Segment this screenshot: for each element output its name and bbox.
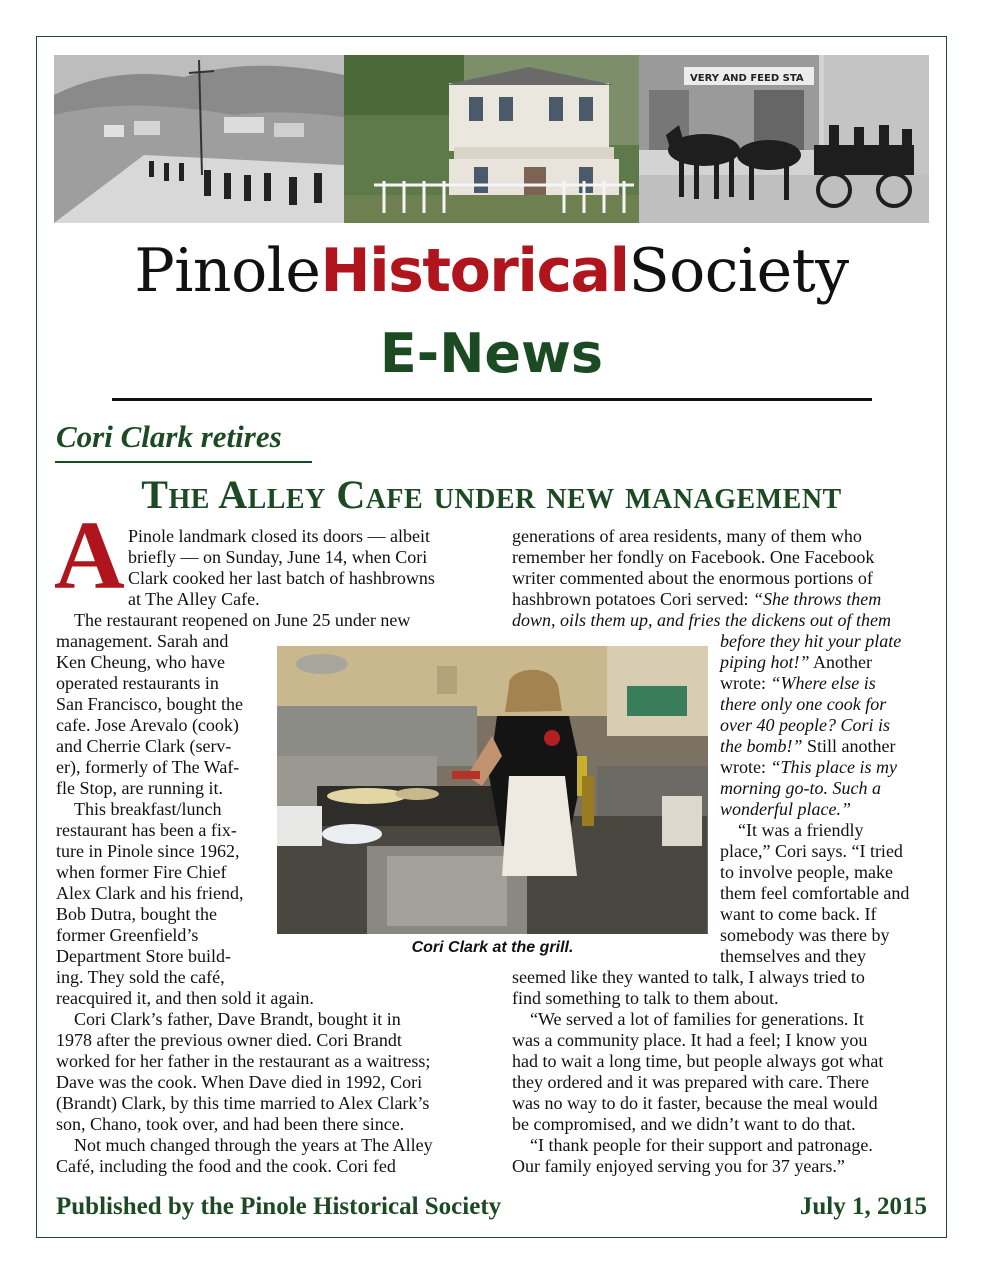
text-line: Ken Cheung, who have — [56, 652, 225, 672]
text-line — [512, 589, 891, 610]
text-line: Not much changed through the years at The Alley — [74, 1135, 433, 1155]
text-line: worked for her father in the restaurant as a waitress; — [56, 1051, 431, 1071]
text-line: This breakfast/lunch — [74, 799, 222, 819]
text-line: reacquired it, and then sold it again. — [56, 988, 314, 1008]
text-line: remember her fondly on Facebook. One Facebook — [512, 547, 875, 567]
banner-photo-strip — [54, 55, 929, 223]
banner-livery-sign: VERY AND FEED STA — [690, 73, 804, 84]
text-span: wrote: — [720, 757, 771, 777]
col2-narrow — [720, 631, 909, 967]
quote-span: piping hot!” — [720, 652, 810, 672]
text-line: son, Chano, took over, and had been there since. — [56, 1114, 405, 1134]
kicker-underline — [55, 461, 312, 463]
text-line: writer commented about the enormous portions of — [512, 568, 873, 588]
text-line — [720, 673, 909, 694]
masthead-historical: Historical — [320, 236, 629, 306]
text-line: Alex Clark and his friend, — [56, 883, 244, 903]
text-line: (Brandt) Clark, by this time married to Alex Clark’s — [56, 1093, 430, 1113]
text-line — [720, 736, 909, 757]
text-span: Another — [809, 652, 873, 672]
text-line: former Greenfield’s — [56, 925, 199, 945]
quote-span: “Where else is — [770, 673, 876, 693]
photo-caption: Cori Clark at the grill. — [411, 939, 574, 956]
text-span: Still another — [802, 736, 896, 756]
masthead-pinole: Pinole — [134, 236, 321, 306]
text-line: over 40 people? Cori is — [720, 715, 890, 735]
text-line: cafe. Jose Arevalo (cook) — [56, 715, 239, 735]
text-line: The restaurant reopened on June 25 under new — [74, 610, 411, 630]
text-line: restaurant has been a fix- — [56, 820, 237, 840]
banner-photo-town-parade — [54, 55, 344, 223]
text-line: them feel comfortable and — [720, 883, 910, 903]
text-line: there only one cook for — [720, 694, 887, 714]
text-line: had to wait a long time, but people always got what — [512, 1051, 884, 1071]
col2-top — [512, 526, 891, 631]
text-line: want to come back. If — [720, 904, 877, 924]
footer-publisher: Published by the Pinole Historical Society — [56, 1193, 502, 1220]
quote-span: “This place is my — [770, 757, 897, 777]
text-line: seemed like they wanted to talk, I always tried to — [512, 967, 865, 987]
col1-bottom — [56, 988, 433, 1177]
masthead-rule — [112, 398, 872, 401]
quote-span: the bomb!” — [720, 736, 803, 756]
text-line: ture in Pinole since 1962, — [56, 841, 240, 861]
drop-cap: A — [54, 502, 125, 610]
text-line: management. Sarah and — [56, 631, 229, 651]
masthead-society: Society — [628, 236, 849, 306]
text-line: Pinole landmark closed its doors — albeit — [128, 526, 430, 546]
text-line: fle Stop, are running it. — [56, 778, 223, 798]
text-line: San Francisco, bought the — [56, 694, 243, 714]
text-line: place,” Cori says. “I tried — [720, 841, 903, 861]
text-line: they ordered and it was prepared with care. There — [512, 1072, 870, 1092]
article-kicker: Cori Clark retires — [56, 419, 282, 454]
text-line: Café, including the food and the cook. Cori fed — [56, 1156, 396, 1176]
text-span: wrote: — [720, 673, 771, 693]
text-line: Dave was the cook. When Dave died in 1992, Cori — [56, 1072, 423, 1092]
text-line: before they hit your plate — [720, 631, 902, 651]
text-line: generations of area residents, many of them who — [512, 526, 862, 546]
text-line: morning go-to. Such a — [720, 778, 881, 798]
text-line: to involve people, make — [720, 862, 893, 882]
text-line: themselves and they — [720, 946, 866, 966]
text-line: at The Alley Cafe. — [128, 589, 260, 609]
text-line: and Cherrie Clark (serv- — [56, 736, 232, 756]
masthead-subtitle: E-News — [379, 322, 604, 385]
col1-narrow — [56, 631, 243, 988]
text-line: briefly — on Sunday, June 14, when Cori — [128, 547, 428, 567]
masthead-title — [0, 238, 983, 304]
text-line: wonderful place.” — [720, 799, 851, 819]
banner-photo-victorian-house — [344, 55, 639, 223]
text-line: “We served a lot of families for generations. It — [530, 1009, 864, 1029]
text-line: was no way to do it faster, because the meal would — [512, 1093, 878, 1113]
article-photo-grill — [277, 646, 708, 934]
text-line: “I thank people for their support and patronage. — [530, 1135, 873, 1155]
text-line: down, oils them up, and fries the dickens out of them — [512, 610, 891, 630]
text-line: Clark cooked her last batch of hashbrowns — [128, 568, 435, 588]
text-line: er), formerly of The Waf- — [56, 757, 240, 777]
text-line: when former Fire Chief — [56, 862, 227, 882]
text-line: Bob Dutra, bought the — [56, 904, 217, 924]
text-line: ing. They sold the café, — [56, 967, 225, 987]
col1-lead — [128, 526, 435, 610]
text-line: “It was a friendly — [738, 820, 864, 840]
text-line: Our family enjoyed serving you for 37 years.” — [512, 1156, 845, 1176]
col1-full-top — [56, 610, 410, 631]
text-line: be compromised, and we didn’t want to do that. — [512, 1114, 856, 1134]
footer-date: July 1, 2015 — [799, 1193, 927, 1220]
text-line: Department Store build- — [56, 946, 231, 966]
text-line: Cori Clark’s father, Dave Brandt, bought it in — [74, 1009, 401, 1029]
text-line: 1978 after the previous owner died. Cori Brandt — [56, 1030, 402, 1050]
quote-span: “She throws them — [752, 589, 882, 609]
text-line — [720, 652, 909, 673]
text-span: hashbrown potatoes Cori served: — [512, 589, 753, 609]
text-line: find something to talk to them about. — [512, 988, 779, 1008]
banner-photo-livery-stable — [639, 55, 929, 223]
text-line — [720, 757, 909, 778]
text-line: was a community place. It had a feel; I know you — [512, 1030, 868, 1050]
article-headline: The Alley Cafe under new management — [141, 472, 842, 517]
text-line: somebody was there by — [720, 925, 890, 945]
text-line: operated restaurants in — [56, 673, 219, 693]
col2-bottom — [512, 967, 883, 1177]
